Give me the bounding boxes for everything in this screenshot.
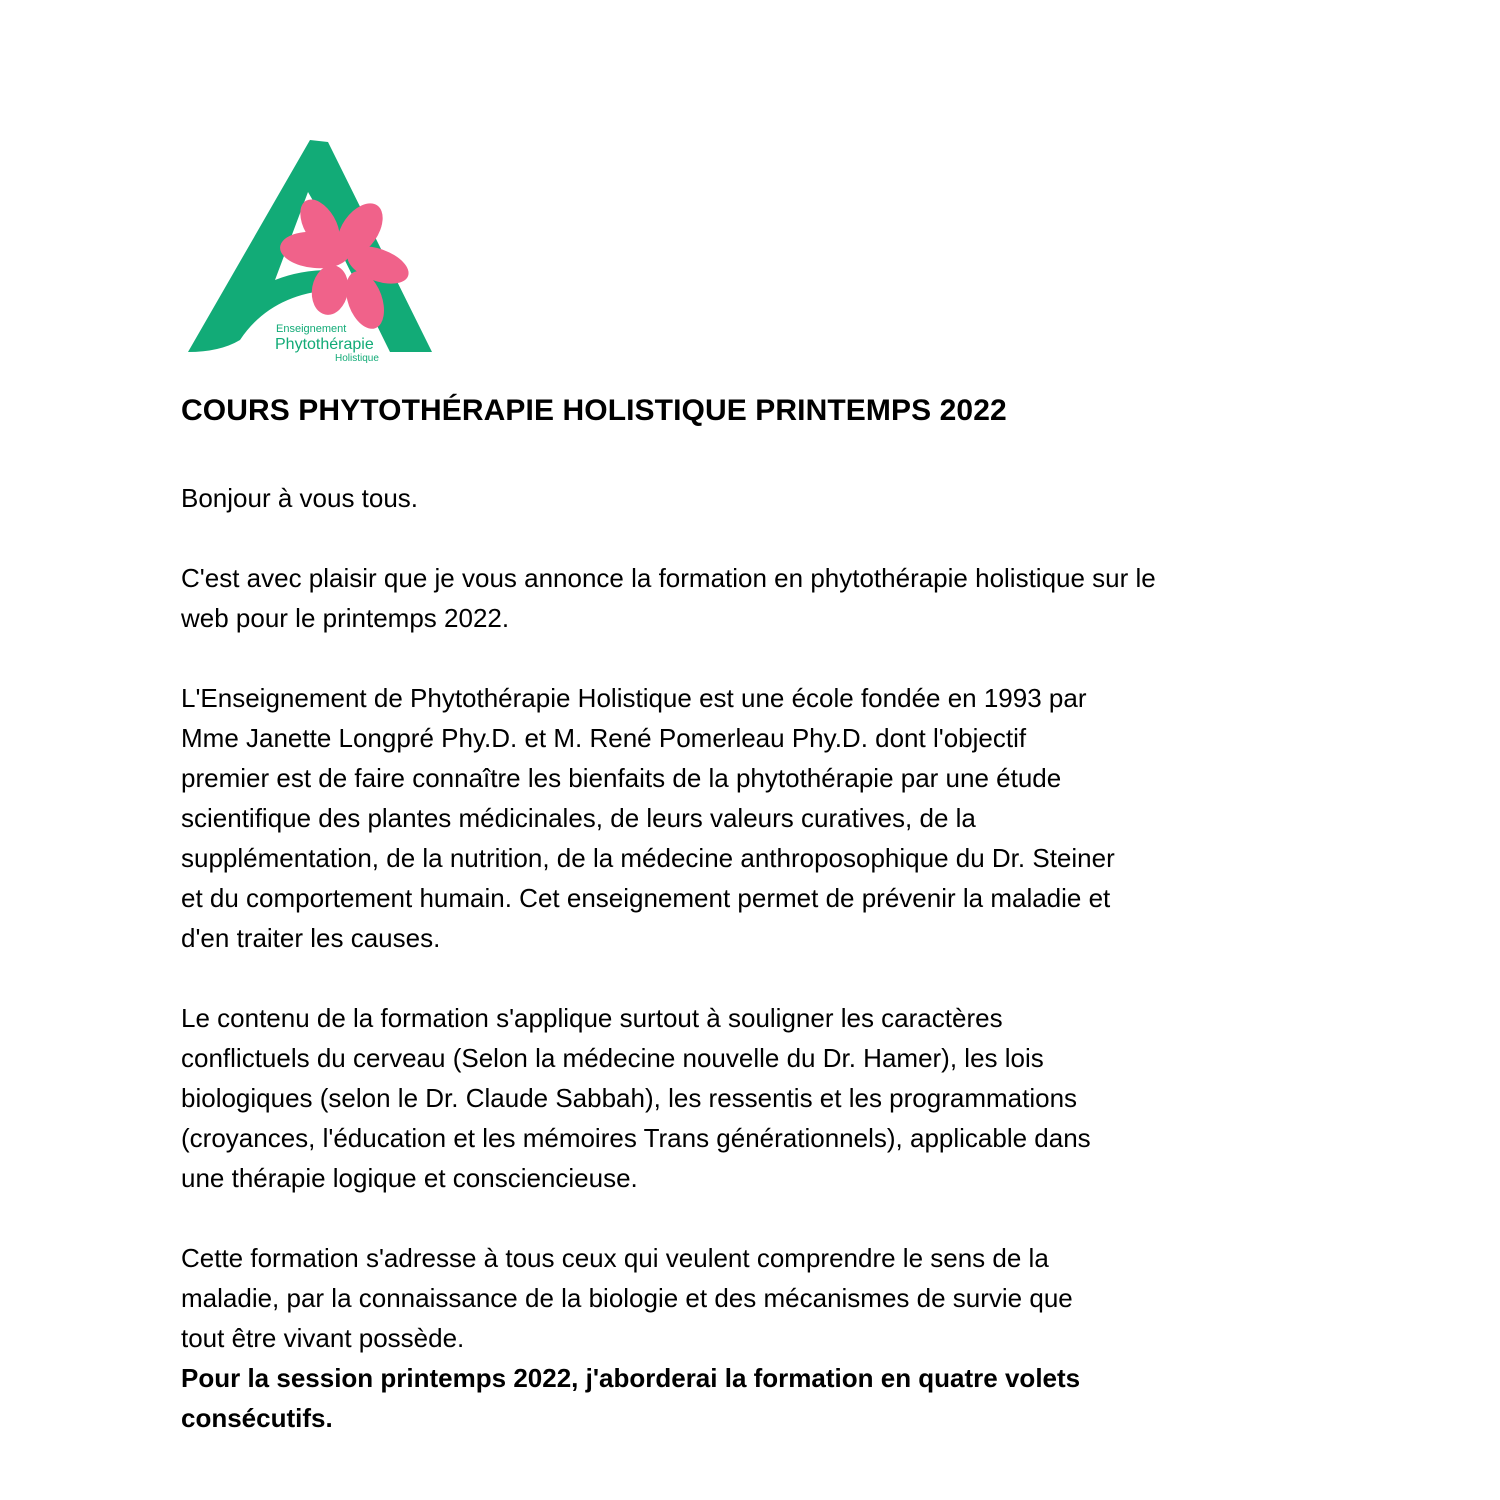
text-line: maladie, par la connaissance de la biologie et des mécanismes de survie que <box>181 1283 1073 1313</box>
text-line: biologiques (selon le Dr. Claude Sabbah), les ressentis et les programmations <box>181 1083 1078 1113</box>
text-line: C'est avec plaisir que je vous annonce la formation en phytothérapie holistique sur le <box>181 563 1156 593</box>
logo-text-line1: Enseignement <box>276 323 347 335</box>
text-line: supplémentation, de la nutrition, de la médecine anthroposophique du Dr. Steiner <box>181 843 1115 873</box>
text-line: Mme Janette Longpré Phy.D. et M. René Pomerleau Phy.D. dont l'objectif <box>181 723 1027 753</box>
paragraph-session <box>181 1358 1080 1438</box>
text-line: web pour le printemps 2022. <box>181 603 510 633</box>
logo-graphic <box>180 130 440 370</box>
paragraph-content <box>181 998 1091 1198</box>
paragraph-greeting <box>181 478 418 518</box>
text-line: Le contenu de la formation s'applique surtout à souligner les caractères <box>181 1003 1003 1033</box>
text-line: tout être vivant possède. <box>181 1323 465 1353</box>
text-line: et du comportement humain. Cet enseignement permet de prévenir la maladie et <box>181 883 1111 913</box>
text-line: Bonjour à vous tous. <box>181 483 419 513</box>
text-line: consécutifs. <box>181 1403 333 1433</box>
logo-text-line2: Phytothérapie <box>275 336 374 353</box>
school-logo <box>180 130 440 370</box>
logo-text-line3: Holistique <box>335 353 379 364</box>
text-line: (croyances, l'éducation et les mémoires Trans générationnels), applicable dans <box>181 1123 1091 1153</box>
paragraph-school <box>181 678 1115 958</box>
text-line: premier est de faire connaître les bienfaits de la phytothérapie par une étude <box>181 763 1062 793</box>
text-line: d'en traiter les causes. <box>181 923 441 953</box>
text-line: L'Enseignement de Phytothérapie Holistique est une école fondée en 1993 par <box>181 683 1087 713</box>
text-line: scientifique des plantes médicinales, de leurs valeurs curatives, de la <box>181 803 976 833</box>
document-title: COURS PHYTOTHÉRAPIE HOLISTIQUE PRINTEMPS 2022 <box>181 394 1007 427</box>
text-line: une thérapie logique et consciencieuse. <box>181 1163 638 1193</box>
text-line: conflictuels du cerveau (Selon la médecine nouvelle du Dr. Hamer), les lois <box>181 1043 1044 1073</box>
paragraph-audience <box>181 1238 1073 1358</box>
paragraph-announcement <box>181 558 1156 638</box>
text-line: Pour la session printemps 2022, j'aborderai la formation en quatre volets <box>181 1363 1081 1393</box>
text-line: Cette formation s'adresse à tous ceux qui veulent comprendre le sens de la <box>181 1243 1049 1273</box>
